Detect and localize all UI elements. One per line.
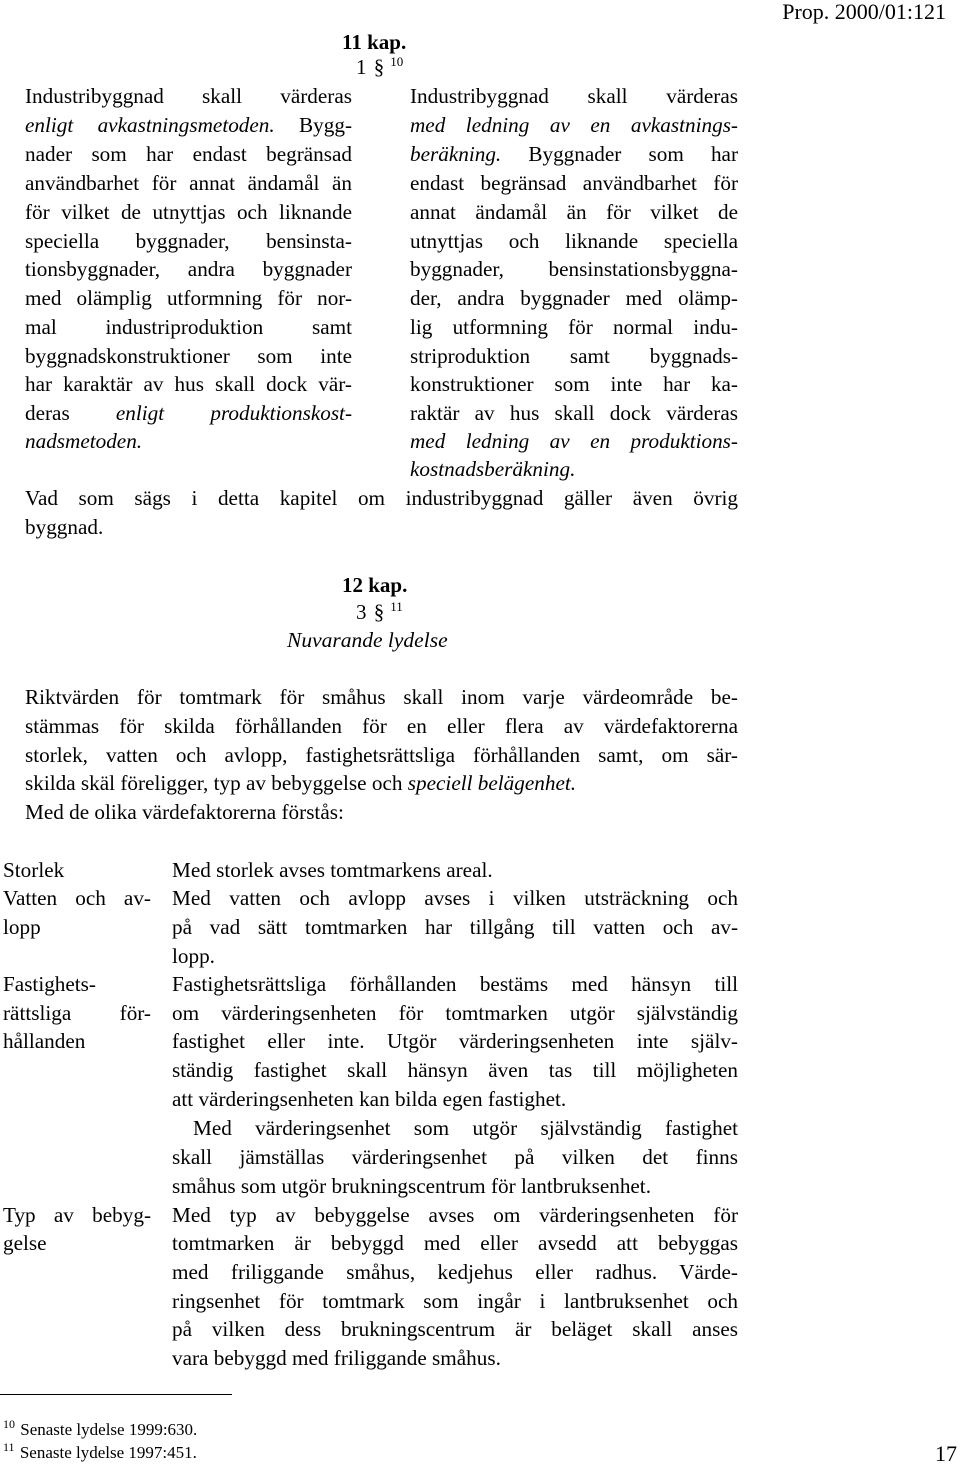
factor-definition: Med storlek avses tomtmarkens areal. <box>172 858 493 882</box>
footnote-number: 10 <box>3 1417 15 1431</box>
left-line: tionsbyggnader, andra byggnader <box>25 257 352 281</box>
factor-term: rättsliga för- <box>3 1001 151 1025</box>
intro-line <box>25 769 576 798</box>
footnote-ref-10: 10 <box>390 54 404 69</box>
intro-line-text: skilda skäl föreligger, typ av bebyggelse och <box>25 771 403 795</box>
factor-definition: skall jämställas värderingsenhet på vilken det finns <box>172 1145 738 1169</box>
left-line: mal industriproduktion samt <box>25 315 352 339</box>
left-line: för vilket de utnyttjas och liknande <box>25 200 352 224</box>
right-line: konstruktioner som inte har ka- <box>410 372 738 396</box>
intro-italic-end: speciell belägenhet. <box>407 771 577 795</box>
footnote-11 <box>3 1442 197 1465</box>
footnote-10 <box>3 1419 197 1442</box>
right-line: raktär av hus skall dock värderas <box>410 401 738 425</box>
right-line: Industribyggnad skall värderas <box>410 84 738 108</box>
footnote-text: Senaste lydelse 1997:451. <box>19 1443 197 1462</box>
right-line: kostnadsberäkning. <box>410 457 576 481</box>
chapter-11-heading: 11 kap. <box>342 30 407 54</box>
chapter-12-heading: 12 kap. <box>342 573 408 597</box>
common-text-line: Vad som sägs i detta kapitel om industribyggnad gäller även övrig <box>25 486 738 510</box>
right-line: med ledning av en avkastnings- <box>410 113 738 137</box>
factor-definition: med friliggande småhus, kedjehus eller radhus. Värde- <box>172 1260 738 1284</box>
paragraph-number: 1 <box>356 55 367 79</box>
factor-term: Fastighets- <box>3 972 96 996</box>
paragraph-sign: § <box>373 600 385 624</box>
left-line: enligt avkastningsmetoden. Bygg- <box>25 113 352 137</box>
right-line: striproduktion samt byggnads- <box>410 344 738 368</box>
left-line: deras enligt produktionskost- <box>25 401 352 425</box>
left-line: nadsmetoden. <box>25 429 143 453</box>
common-text-line: byggnad. <box>25 515 104 539</box>
factor-term: Typ av bebyg- <box>3 1203 151 1227</box>
factor-definition: Med vatten och avlopp avses i vilken utsträckning och <box>172 886 738 910</box>
factor-definition: att värderingsenheten kan bilda egen fastighet. <box>172 1087 567 1111</box>
right-line: endast begränsad användbarhet för <box>410 171 738 195</box>
factor-term: gelse <box>3 1231 47 1255</box>
left-line: har karaktär av hus skall dock vär- <box>25 372 352 396</box>
left-line: byggnadskonstruktioner som inte <box>25 344 352 368</box>
left-line-italic: produktionskost- <box>210 401 352 425</box>
factor-definition: fastighet eller inte. Utgör värderingsenheten inte själv- <box>172 1029 738 1053</box>
right-line: utnyttjas och liknande speciella <box>410 229 738 253</box>
factor-definition: ringsenhet för tomtmark som ingår i lantbruksenhet och <box>172 1289 738 1313</box>
factors-heading: Med de olika värdefaktorerna förstås: <box>25 800 344 824</box>
factor-definition: Med typ av bebyggelse avses om värderingsenheten för <box>172 1203 738 1227</box>
factor-definition: på vad sätt tomtmarken har tillgång till vatten och av- <box>172 915 738 939</box>
left-line: Industribyggnad skall värderas <box>25 84 352 108</box>
factor-definition: tomtmarken är bebyggd med eller avsedd att bebyggas <box>172 1231 738 1255</box>
footnote-text: Senaste lydelse 1999:630. <box>20 1420 198 1439</box>
right-line: med ledning av en produktions- <box>410 429 738 453</box>
footnote-divider <box>0 1394 232 1395</box>
footnote-number: 11 <box>3 1440 15 1454</box>
factor-definition: Fastighetsrättsliga förhållanden bestäms med hänsyn till <box>172 972 738 996</box>
left-line: speciella byggnader, bensinsta- <box>25 229 352 253</box>
prop-reference: Prop. 2000/01:121 <box>782 0 946 24</box>
intro-line: Riktvärden för tomtmark för småhus skall inom varje värdeområde be- <box>25 685 738 709</box>
factor-definition: på vilken dess brukningscentrum är beläget skall anses <box>172 1317 738 1341</box>
paragraph-1-heading <box>356 53 403 84</box>
factor-definition: om värderingsenheten för tomtmarken utgör självständig <box>172 1001 738 1025</box>
factor-definition: lopp. <box>172 944 215 968</box>
right-line: beräkning. Byggnader som har <box>410 142 738 166</box>
intro-line: storlek, vatten och avlopp, fastighetsrättsliga förhållanden samt, om sär- <box>25 743 738 767</box>
right-line: byggnader, bensinstationsbyggna- <box>410 257 738 281</box>
factor-definition: småhus som utgör brukningscentrum för lantbruksenhet. <box>172 1174 651 1198</box>
left-line: nader som har endast begränsad <box>25 142 352 166</box>
paragraph-sign: § <box>373 55 385 79</box>
factor-term: hållanden <box>3 1029 86 1053</box>
left-line-italic: enligt <box>115 401 165 425</box>
current-wording-label: Nuvarande lydelse <box>287 628 448 652</box>
left-line-italic: enligt avkastningsmetoden. <box>25 113 275 137</box>
right-line: der, andra byggnader med olämp- <box>410 286 738 310</box>
factor-term: Vatten och av- <box>3 886 151 910</box>
factor-term: Storlek <box>3 858 65 882</box>
factor-definition: Med värderingsenhet som utgör självständig fastighet <box>193 1116 738 1140</box>
factor-definition: vara bebyggd med friliggande småhus. <box>172 1346 501 1370</box>
right-line: annat ändamål än för vilket de <box>410 200 738 224</box>
right-line: lig utformning för normal indu- <box>410 315 738 339</box>
left-line: användbarhet för annat ändamål än <box>25 171 352 195</box>
intro-line: stämmas för skilda förhållanden för en eller flera av värdefaktorerna <box>25 714 738 738</box>
page-number: 17 <box>935 1441 957 1466</box>
factor-definition: ständig fastighet skall hänsyn även tas till möjligheten <box>172 1058 738 1082</box>
factor-term: lopp <box>3 915 41 939</box>
right-line-italic: beräkning. <box>410 142 502 166</box>
left-line: med olämplig utformning för nor- <box>25 286 352 310</box>
footnote-ref-11: 11 <box>390 599 403 614</box>
paragraph-number: 3 <box>356 600 367 624</box>
